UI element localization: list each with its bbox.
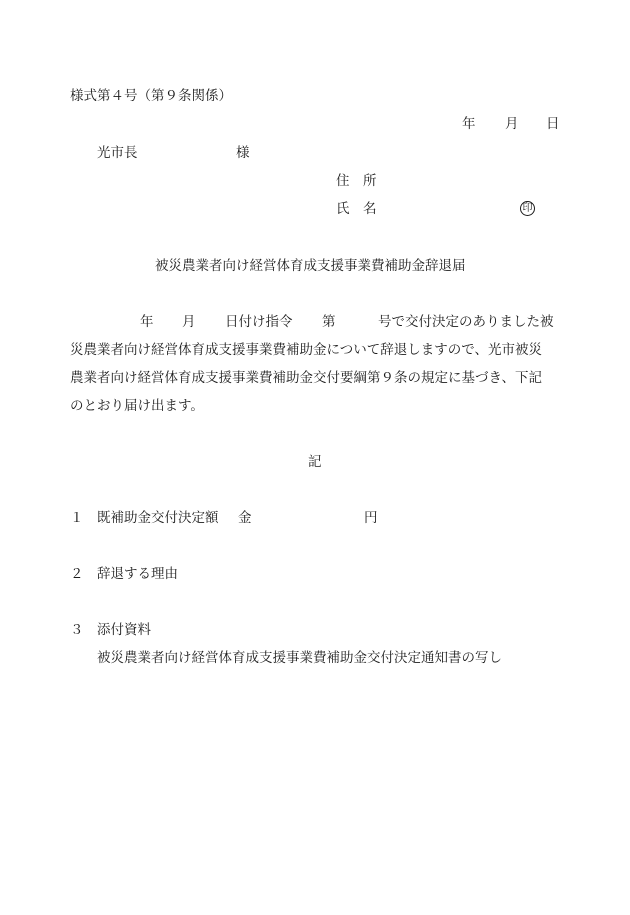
name-label: 氏 名 <box>336 201 377 217</box>
ki-heading: 記 <box>308 454 322 470</box>
body-line2: 災農業者向け経営体育成支援事業費補助金について辞退しますので、光市被災 <box>70 342 542 358</box>
item-2-label: 辞退する理由 <box>97 566 178 582</box>
item-1-label: 既補助金交付決定額 <box>97 510 219 526</box>
body-month-label: 月 <box>182 314 196 330</box>
addressee-honorific: 様 <box>236 145 250 161</box>
document-title: 被災農業者向け経営体育成支援事業費補助金辞退届 <box>155 258 466 274</box>
item-3-label: 添付資料 <box>97 622 151 638</box>
addressee-name: 光市長 <box>97 145 138 161</box>
seal-mark <box>520 201 535 216</box>
item-1-number: １ <box>70 510 84 526</box>
date-month-label: 月 <box>505 116 519 132</box>
item-1-kin: 金 <box>238 510 252 526</box>
item-1-en: 円 <box>364 510 378 526</box>
body-line4: のとおり届け出ます。 <box>70 398 204 414</box>
body-dated-label: 日付け指令 <box>225 314 293 330</box>
date-year-label: 年 <box>462 116 476 132</box>
form-number: 様式第４号（第９条関係） <box>70 88 232 104</box>
body-line3: 農業者向け経営体育成支援事業費補助金交付要綱第９条の規定に基づき、下記 <box>70 370 542 386</box>
seal-char: 印 <box>522 202 533 214</box>
date-day-label: 日 <box>546 116 560 132</box>
item-3-number: ３ <box>70 622 84 638</box>
body-dai-label: 第 <box>322 314 336 330</box>
body-year-label: 年 <box>140 314 154 330</box>
item-2-number: ２ <box>70 566 84 582</box>
item-3-detail: 被災農業者向け経営体育成支援事業費補助金交付決定通知書の写し <box>97 650 502 666</box>
address-label: 住 所 <box>336 173 377 189</box>
body-line1-rest: 号で交付決定のありました被 <box>378 314 554 330</box>
